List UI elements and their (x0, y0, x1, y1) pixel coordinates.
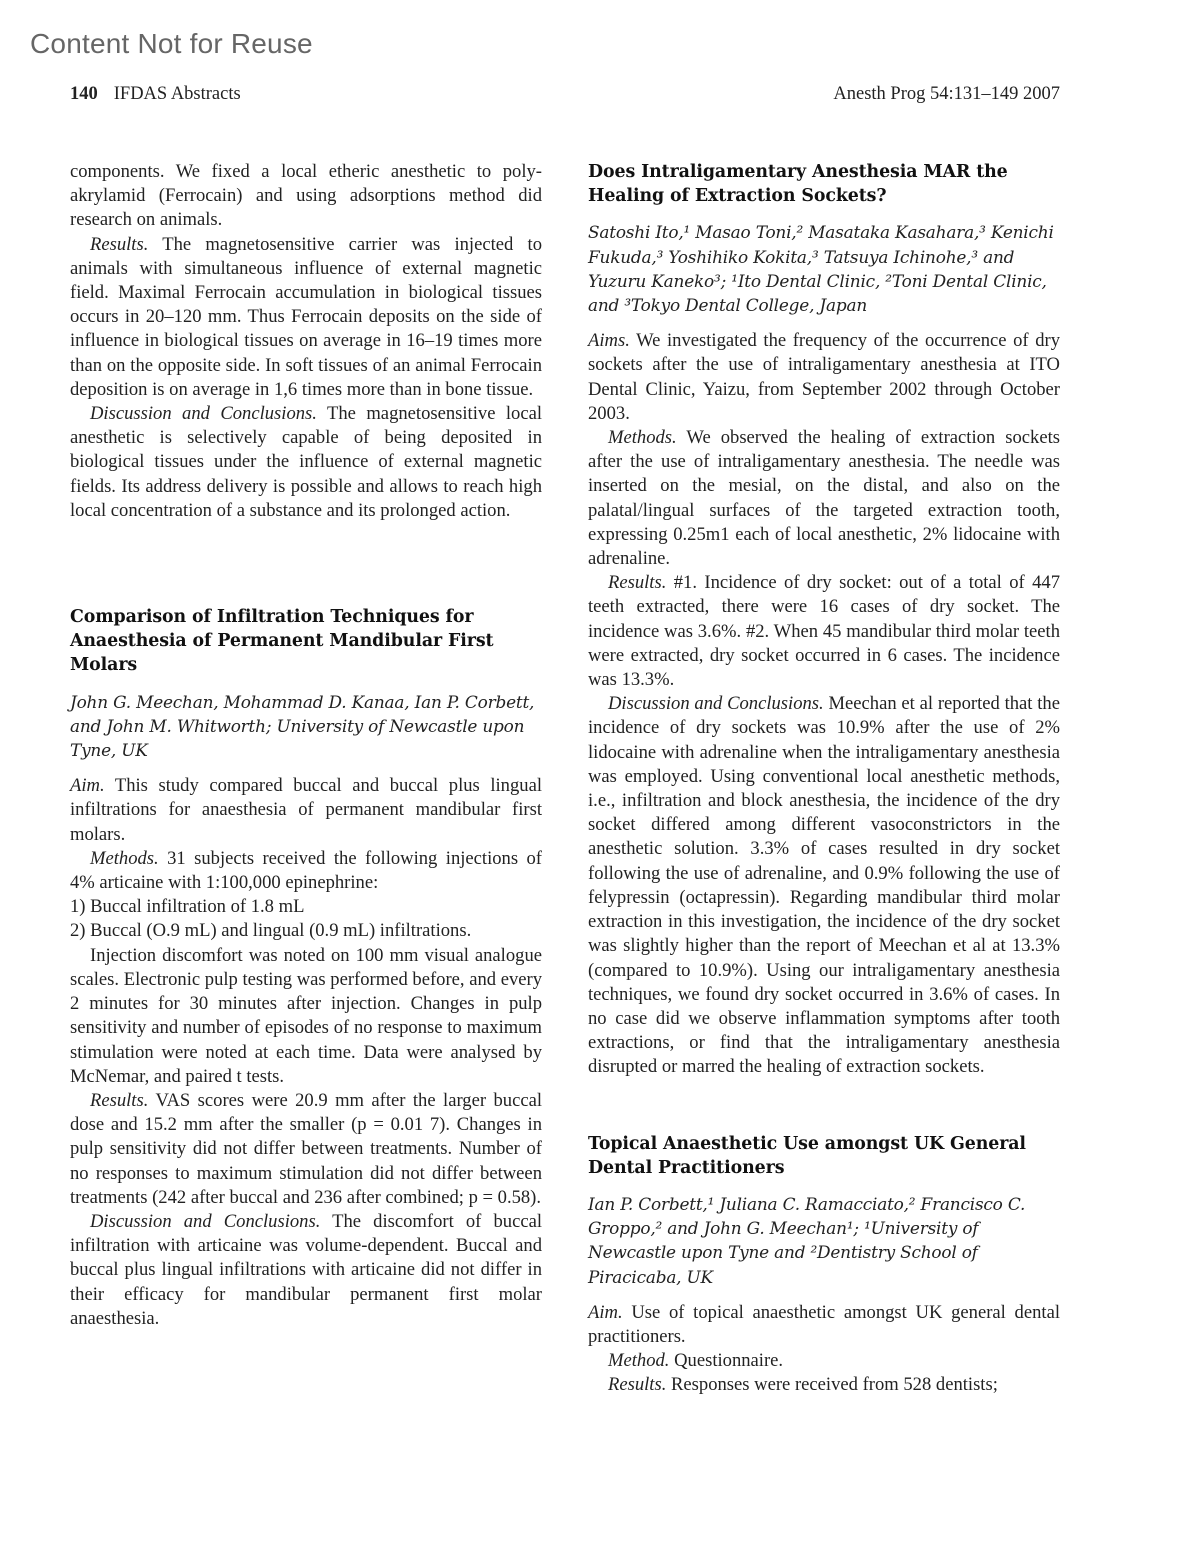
discussion-paragraph (588, 692, 1060, 1079)
methods-label: Methods. (608, 427, 677, 449)
discussion-paragraph (70, 1210, 542, 1331)
results-text: VAS scores were 20.9 mm after the larger buccal dose and 15.2 mm after the smaller (p = 0.01 7). Changes in pulp sensitivity did not differ between treatments. Number of no responses to maximum stimulation did not differ between treatments (242 after buccal and 236 after combined; p = 0.58). (70, 1089, 542, 1208)
results-paragraph (588, 1373, 1060, 1397)
discussion-text: Meechan et al reported that the incidence of dry sockets was 10.9% after the use of 2% lidocaine with adrenaline when the intraligamentary anesthesia was employed. Using conventional local anesthetic methods, i.e., infiltration and block anesthesia, the incidence of the dry socket differed among different vasoconstrictors in the anesthetic solution. 3.3% of cases resulted in dry socket following the use of adrenaline, and 0.9% following the use of felypressin (octapressin). Regarding mandibular third molar extraction in this investigation, the incidence of the dry socket was slightly higher than the report of Meechan et al at 13.3% (compared to 10.9%). Using our intraligamentary anesthesia techniques, we found dry socket occurred in 3.6% of cases. In no case did we observe inflammation symptoms after tooth extractions, or find that the intraligamentary anesthesia disrupted or marred the healing of extraction sockets. (588, 693, 1060, 1078)
abstract-authors: John G. Meechan, Mohammad D. Kanaa, Ian P. Corbett, and John M. Whitworth; University of Newcastle upon Tyne, UK (70, 691, 535, 761)
abstract-authors: Satoshi Ito,¹ Masao Toni,² Masataka Kasahara,³ Kenichi Fukuda,³ Yoshihiko Kokita,³ Tatsuya Ichinohe,³ and Yuzuru Kaneko³; ¹Ito Dental Clinic, ²Toni Dental Clinic, and ³Tokyo Dental College, Japan (588, 222, 1054, 316)
discussion-text: The magnetosensitive local anesthetic is selectively capable of being deposited in biological tissues under the influence of external magnetic fields. Its address delivery is possible and allows to reach high local concentration of a substance and its prolonged action. (70, 403, 542, 521)
abstract-title: Does Intraligamentary Anesthesia MAR the Healing of Extraction Sockets? (588, 162, 1008, 207)
results-text: Responses were received from 528 dentists; (666, 1374, 998, 1396)
aim-text: Use of topical anaesthetic amongst UK general dental practitioners. (588, 1301, 1060, 1347)
methods-text: 31 subjects received the following injections of 4% articaine with 1:100,000 epinephrine: (70, 847, 542, 894)
methods-text: We observed the healing of extraction sockets after the use of intraligamentary anesthesia. The needle was inserted on the mesial, on the distal, and also on the palatal/lingual surfaces of the targeted extraction tooth, expressing 0.25m1 each of local anesthetic, 2% lidocaine with adrenaline. (588, 427, 1060, 570)
aim-label: Aim. (588, 1301, 623, 1323)
abstract-title: Topical Anaesthetic Use amongst UK General Dental Practitioners (588, 1133, 1026, 1178)
method-text: Questionnaire. (669, 1350, 784, 1372)
method-paragraph (588, 1349, 1060, 1373)
discussion-text: The discomfort of buccal infiltration with articaine was volume-dependent. Buccal and buccal plus lingual infiltrations with articaine did not differ in their efficacy for mandibular permanent first molar anaesthesia. (70, 1210, 543, 1329)
results-label: Results. (90, 233, 149, 255)
methods-continued: Injection discomfort was noted on 100 mm visual analogue scales. Electronic pulp testing was performed before, and every 2 minutes for 30 minutes after injection. Changes in pulp sensitivity and number of episodes of no response to maximum stimulation were noted at each time. Data were analysed by McNemar, and paired t tests. (70, 944, 542, 1087)
discussion-label: Discussion and Conclusions. (608, 693, 824, 715)
aims-label: Aims. (588, 330, 630, 352)
methods-item-1: 1) Buccal infiltration of 1.8 mL (70, 896, 305, 918)
aim-label: Aim. (70, 775, 105, 797)
results-label: Results. (90, 1089, 149, 1111)
aim-paragraph (588, 1301, 1060, 1349)
section-name: IFDAS Abstracts (113, 84, 241, 104)
results-text: The magnetosensitive carrier was injected to animals with simultaneous influence of external magnetic field. Maximal Ferrocain accumulation in biological tissues occurs in 20–120 mm. Thus Ferrocain deposits on the side of influence in biological tissues on average in 16–19 times more than on the opposite side. In soft tissues of an animal Ferrocain deposition is on average in 1,6 times more than in bone tissue. (70, 233, 542, 400)
left-column (70, 160, 542, 1331)
continued-paragraph: components. We fixed a local etheric anesthetic to poly-akrylamid (Ferrocain) and using adsorptions method did research on animals. (70, 161, 542, 231)
aims-text: We investigated the frequency of the occurrence of dry sockets after the use of intraligamentary anesthesia at ITO Dental Clinic, Yaizu, from September 2002 through October 2003. (588, 330, 1060, 424)
right-column (588, 160, 1060, 1398)
abstract-authors: Ian P. Corbett,¹ Juliana C. Ramacciato,² Francisco C. Groppo,² and John G. Meechan¹; ¹University of Newcastle upon Tyne and ²Dentistry School of Piracicaba, UK (588, 1193, 1026, 1287)
continued-results (70, 233, 542, 402)
aims-paragraph (588, 329, 1060, 426)
journal-citation: Anesth Prog 54:131–149 2007 (833, 84, 1060, 104)
results-label: Results. (608, 572, 667, 594)
results-label: Results. (608, 1374, 667, 1396)
watermark: Content Not for Reuse (30, 28, 313, 59)
results-paragraph (588, 571, 1060, 692)
results-text: #1. Incidence of dry socket: out of a total of 447 teeth extracted, there were 16 cases of dry socket. The incidence was 3.6%. #2. When 45 mandibular third molar teeth were extracted, dry socket occurred in 6 cases. The incidence was 13.3%. (588, 572, 1060, 691)
continued-discussion (70, 402, 542, 523)
running-head (70, 84, 1060, 110)
aim-paragraph (70, 774, 542, 847)
abstract-title: Comparison of Infiltration Techniques for Anaesthesia of Permanent Mandibular First Molars (70, 607, 494, 676)
discussion-label: Discussion and Conclusions. (90, 1210, 321, 1232)
methods-label: Methods. (90, 847, 159, 869)
methods-paragraph (70, 847, 542, 895)
aim-text: This study compared buccal and buccal plus lingual infiltrations for anaesthesia of permanent mandibular first molars. (70, 775, 542, 845)
methods-item-2: 2) Buccal (O.9 mL) and lingual (0.9 mL) infiltrations. (70, 920, 472, 942)
page-number: 140 (70, 84, 98, 104)
method-label: Method. (608, 1350, 670, 1372)
methods-paragraph (588, 426, 1060, 571)
discussion-label: Discussion and Conclusions. (90, 403, 317, 425)
results-paragraph (70, 1089, 542, 1210)
